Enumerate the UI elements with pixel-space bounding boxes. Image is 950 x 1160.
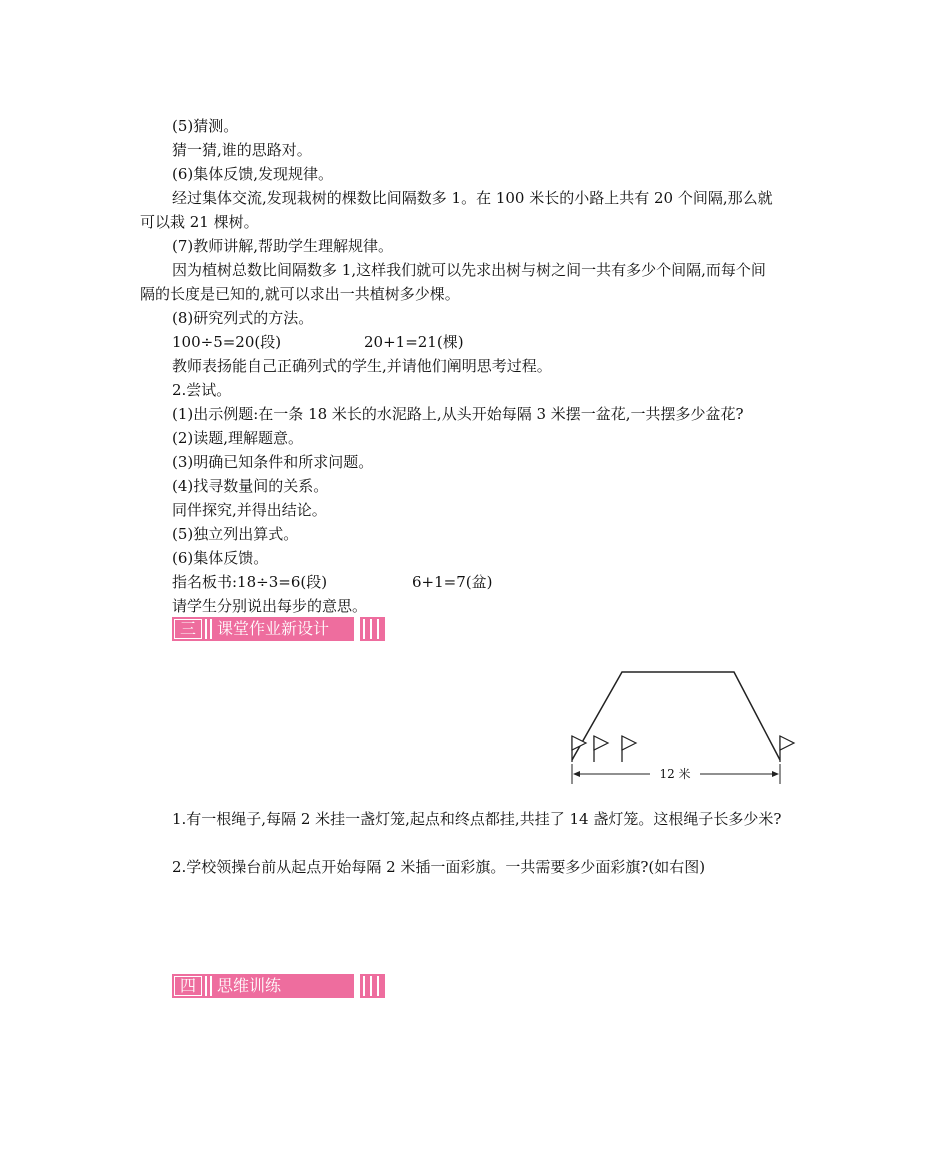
- text-line: (7)教师讲解,帮助学生理解规律。: [172, 237, 394, 255]
- text-line: 教师表扬能自己正确列式的学生,并请他们阐明思考过程。: [172, 357, 552, 375]
- formula-segments: 100÷5=20(段): [172, 333, 282, 351]
- flag-icon: [780, 736, 794, 762]
- section-banner-4: [172, 974, 385, 998]
- text-line: (5)猜测。: [172, 117, 239, 135]
- section-number: 四: [174, 976, 202, 996]
- formula-pots: 6+1=7(盆): [412, 573, 493, 591]
- length-label: 12 米: [659, 767, 691, 781]
- text-line: 同伴探究,并得出结论。: [172, 501, 327, 519]
- flag-icon: [594, 736, 608, 762]
- formula-trees: 20+1=21(棵): [364, 333, 464, 351]
- exercise-2: 2.学校领操台前从起点开始每隔 2 米插一面彩旗。一共需要多少面彩旗?(如右图): [172, 858, 706, 876]
- exercise-1: 1.有一根绳子,每隔 2 米挂一盏灯笼,起点和终点都挂,共挂了 14 盏灯笼。这根绳子长多少米?: [172, 810, 782, 828]
- flag-platform-diagram: [560, 660, 800, 790]
- text-line: 经过集体交流,发现栽树的棵数比间隔数多 1。在 100 米长的小路上共有 20 个间隔,那么就: [172, 189, 773, 207]
- section-number: 三: [174, 619, 202, 639]
- text-line: (8)研究列式的方法。: [172, 309, 314, 327]
- platform-outline: [572, 672, 780, 760]
- text-line: 可以栽 21 棵树。: [140, 213, 259, 231]
- text-line: (6)集体反馈。: [172, 549, 269, 567]
- text-line: 隔的长度是已知的,就可以求出一共植树多少棵。: [140, 285, 460, 303]
- section-banner-3: [172, 617, 385, 641]
- text-line: (2)读题,理解题意。: [172, 429, 304, 447]
- text-line: (6)集体反馈,发现规律。: [172, 165, 334, 183]
- text-line: (1)出示例题:在一条 18 米长的水泥路上,从头开始每隔 3 米摆一盆花,一共摆多少盆花?: [172, 405, 744, 423]
- section-title: 课堂作业新设计: [217, 619, 330, 638]
- section-title: 思维训练: [217, 976, 282, 995]
- text-line: (4)找寻数量间的关系。: [172, 477, 329, 495]
- text-line: (5)独立列出算式。: [172, 525, 299, 543]
- flag-icon: [622, 736, 636, 762]
- text-line: 请学生分别说出每步的意思。: [172, 597, 368, 615]
- formula-board: 指名板书:18÷3=6(段): [172, 573, 328, 591]
- text-line: 猜一猜,谁的思路对。: [172, 141, 312, 159]
- text-line: 2.尝试。: [172, 381, 232, 399]
- text-line: (3)明确已知条件和所求问题。: [172, 453, 374, 471]
- text-line: 因为植树总数比间隔数多 1,这样我们就可以先求出树与树之间一共有多少个间隔,而每个间: [172, 261, 766, 279]
